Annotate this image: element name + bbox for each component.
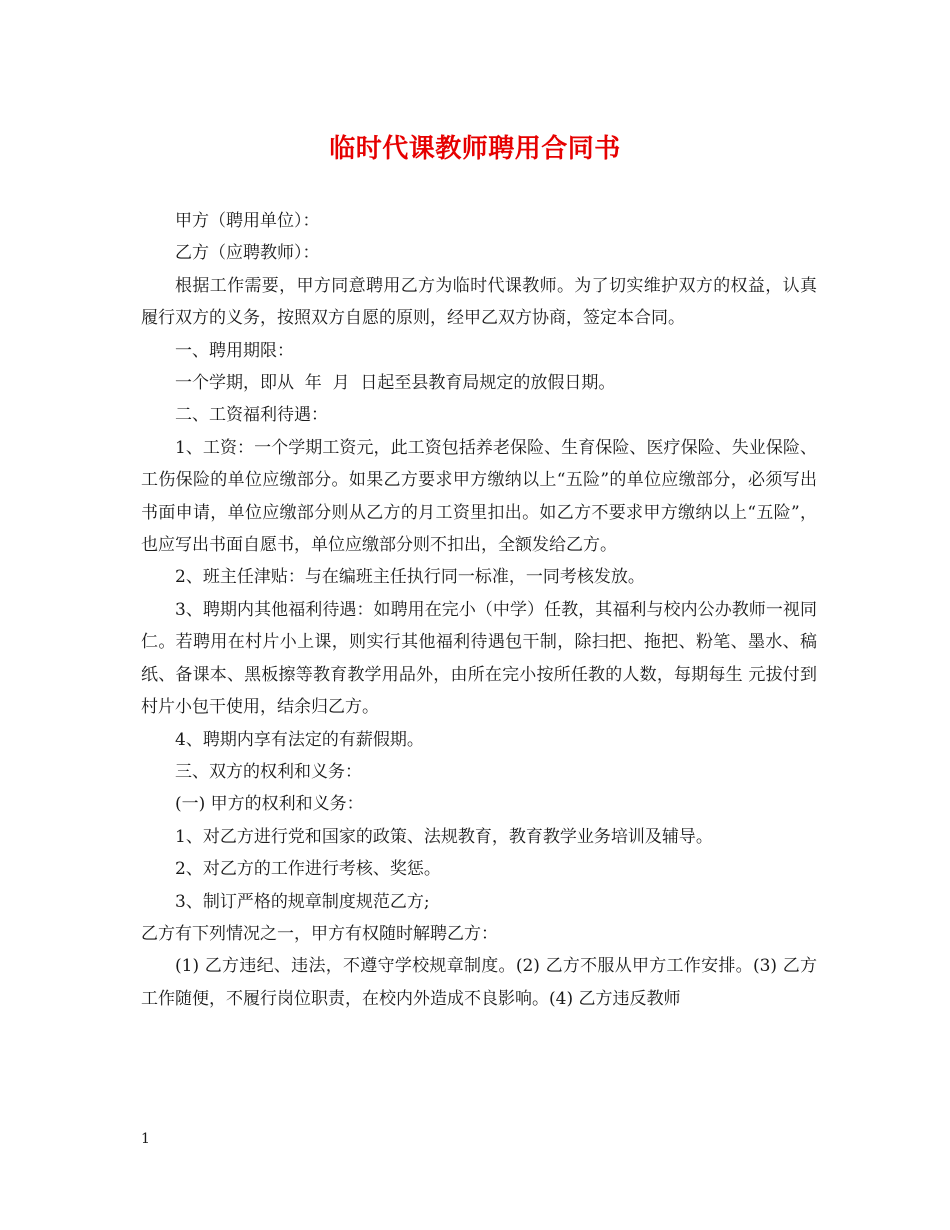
paragraph-other-benefits: 3、聘期内其他福利待遇：如聘用在完小（中学）任教，其福利与校内公办教师一视同仁。若聘用在村片小上课，则实行其他福利待遇包干制，除扫把、拖把、粉笔、墨水、稿纸、备课本、黑板擦等教育教学用品外，由所在完小按所任教的人数，每期每生 元拔付到村片小包干使用，结余归乙方。	[141, 599, 817, 718]
section-heading-salary: 二、工资福利待遇：	[175, 405, 328, 426]
document-body	[141, 205, 817, 1015]
paragraph-paid-leave: 4、聘期内享有法定的有薪假期。	[175, 729, 424, 750]
paragraph-term: 一个学期，即从 年 月 日起至县教育局规定的放假日期。	[175, 373, 616, 394]
paragraph-rights-1: 1、对乙方进行党和国家的政策、法规教育，教育教学业务培训及辅导。	[175, 826, 713, 847]
paragraph-dismissal-cases: (1) 乙方违纪、违法，不遵守学校规章制度。(2) 乙方不服从甲方工作安排。(3) 乙方工作随便，不履行岗位职责，在校内外造成不良影响。(4) 乙方违反教师	[141, 956, 817, 1009]
paragraph-dismissal-intro: 乙方有下列情况之一，甲方有权随时解聘乙方：	[141, 923, 498, 944]
subsection-heading-party-a-rights: (一) 甲方的权利和义务：	[175, 794, 364, 815]
paragraph-salary: 1、工资：一个学期工资元，此工资包括养老保险、生育保险、医疗保险、失业保险、工伤保险的单位应缴部分。如果乙方要求甲方缴纳以上“五险”的单位应缴部分，必须写出书面申请，单位应缴部分则从乙方的月工资里扣出。如乙方不要求甲方缴纳以上“五险”，也应写出书面自愿书，单位应缴部分则不扣出，全额发给乙方。	[141, 437, 817, 556]
paragraph-rights-2: 2、对乙方的工作进行考核、奖惩。	[175, 859, 441, 880]
section-heading-rights: 三、双方的权利和义务：	[175, 761, 362, 782]
paragraph-allowance: 2、班主任津贴：与在编班主任执行同一标准，一同考核发放。	[175, 567, 645, 588]
paragraph-preamble: 根据工作需要，甲方同意聘用乙方为临时代课教师。为了切实维护双方的权益，认真履行双方的义务，按照双方自愿的原则，经甲乙双方协商，签定本合同。	[141, 275, 817, 329]
page-number: 1	[141, 1131, 150, 1147]
paragraph-party-a: 甲方（聘用单位）：	[175, 211, 320, 231]
document-title: 临时代课教师聘用合同书	[329, 134, 621, 164]
paragraph-rights-3: 3、制订严格的规章制度规范乙方;	[175, 891, 430, 912]
section-heading-term: 一、聘用期限：	[175, 340, 294, 361]
paragraph-party-b: 乙方（应聘教师）：	[175, 243, 320, 264]
